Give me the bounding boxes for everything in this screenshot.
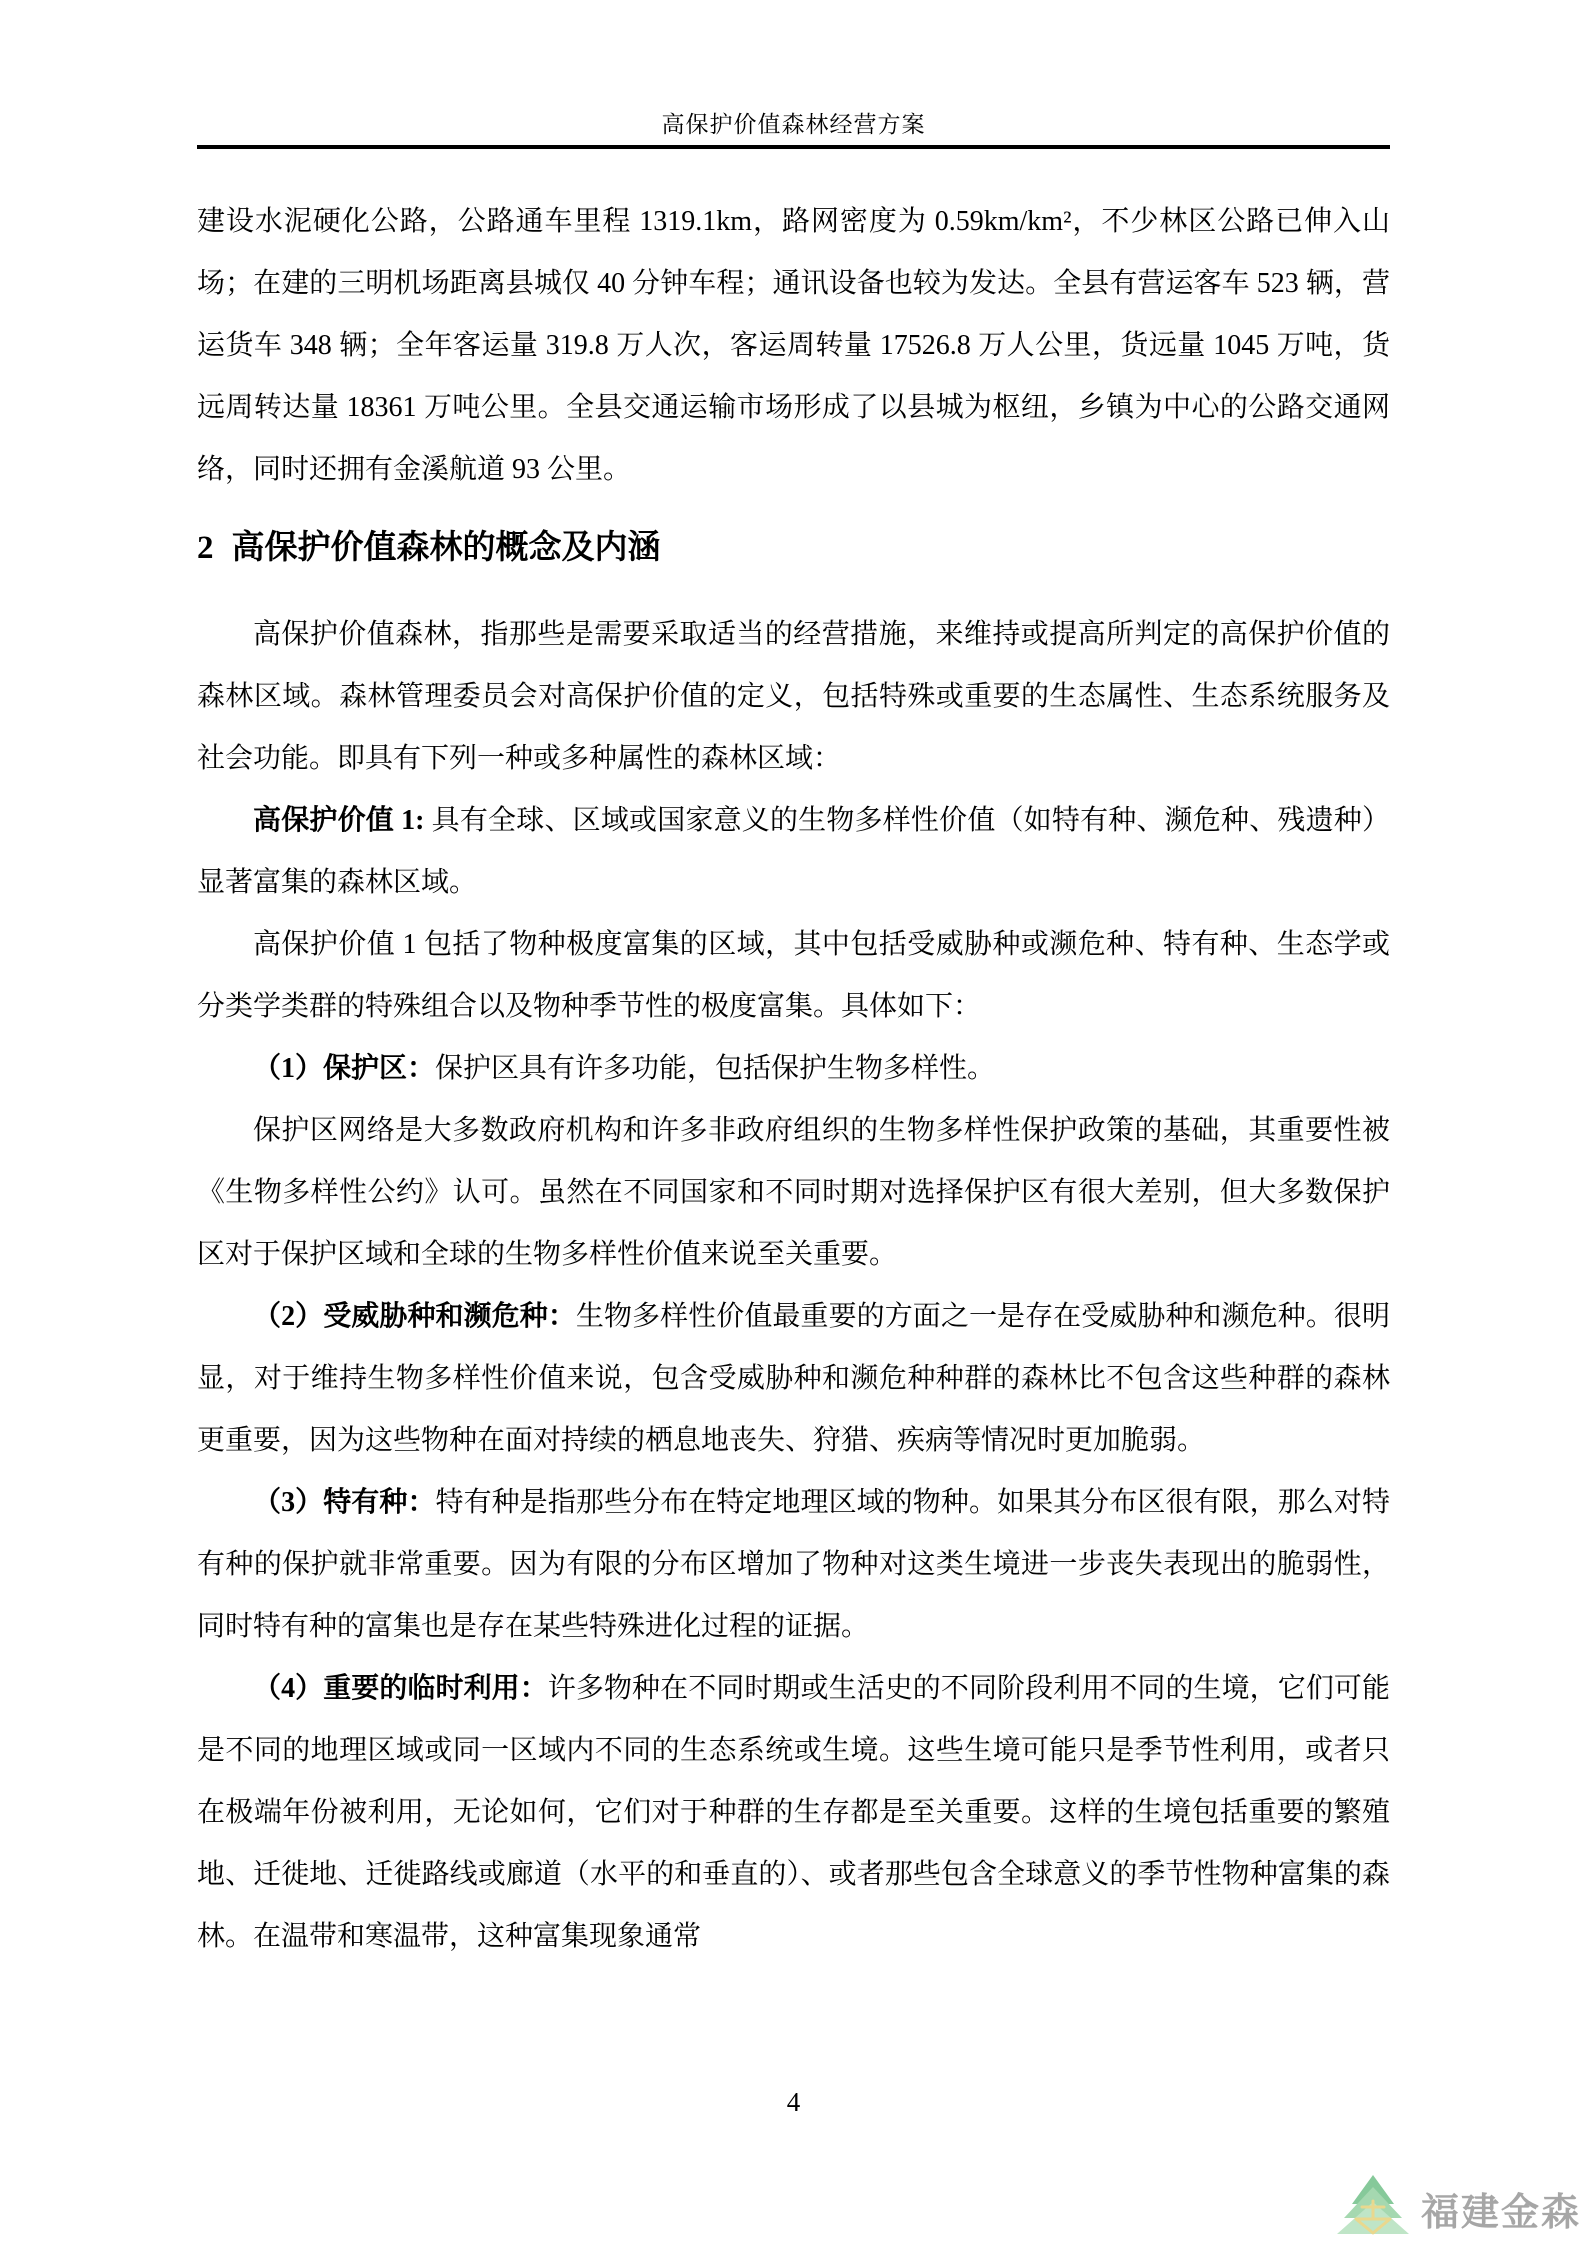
item4-label: （4）重要的临时利用： [253, 1673, 548, 1704]
paragraph-item3-endemic-species [197, 1472, 1390, 1658]
paragraph-hcvf-definition: 高保护价值森林，指那些是需要采取适当的经营措施，来维持或提高所判定的高保护价值的森林区域。森林管理委员会对高保护价值的定义，包括特殊或重要的生态属性、生态系统服务及社会功能。即具有下列一种或多种属性的森林区域： [197, 619, 1390, 774]
item2-text: 生物多样性价值最重要的方面之一是存在受威胁种和濒危种。很明显，对于维持生物多样性价值来说，包含受威胁种和濒危种种群的森林比不包含这些种群的森林更重要，因为这些物种在面对持续的栖息地丧失、狩猎、疾病等情况时更加脆弱。 [197, 1301, 1390, 1456]
hcv1-label: 高保护价值 1: [253, 805, 425, 836]
section-title: 高保护价值森林的概念及内涵 [231, 530, 661, 566]
section-heading [197, 526, 1390, 570]
item1-label: （1）保护区： [253, 1053, 436, 1084]
hcv1-text: 具有全球、区域或国家意义的生物多样性价值（如特有种、濒危种、残遗种）显著富集的森林区域。 [197, 805, 1390, 898]
running-head-title: 高保护价值森林经营方案 [661, 112, 926, 137]
paragraph-item2-threatened-species [197, 1286, 1390, 1472]
item4-text: 许多物种在不同时期或生活史的不同阶段利用不同的生境，它们可能是不同的地理区域或同一区域内不同的生态系统或生境。这些生境可能只是季节性利用，或者只在极端年份被利用，无论如何，它们对于种群的生存都是至关重要。这样的生境包括重要的繁殖地、迁徙地、迁徙路线或廊道（水平的和垂直的）、或者那些包含全球意义的季节性物种富集的森林。在温带和寒温带，这种富集现象通常 [197, 1673, 1390, 1952]
section-number: 2 [197, 530, 214, 566]
page-number: 4 [786, 2087, 801, 2117]
document-body [197, 191, 1390, 1968]
item3-text: 特有种是指那些分布在特定地理区域的物种。如果其分布区很有限，那么对特有种的保护就非常重要。因为有限的分布区增加了物种对这类生境进一步丧失表现出的脆弱性，同时特有种的富集也是存在某些特殊进化过程的证据。 [197, 1487, 1390, 1642]
item2-label: （2）受威胁种和濒危种： [253, 1301, 576, 1332]
paragraph-hcv1-definition [197, 790, 1390, 914]
paragraph-transport-overview: 建设水泥硬化公路，公路通车里程 1319.1km，路网密度为 0.59km/km²，不少林区公路已伸入山场；在建的三明机场距离县城仅 40 分钟车程；通讯设备也较为发达。全县有营运客车 523 辆，营运货车 348 辆；全年客运量 319.8 万人次，客运周转量 17526.8 万人公里，货远量 1045 万吨，货远周转达量 18361 万吨公里。全县交通运输市场形成了以县城为枢纽，乡镇为中心的公路交通网络，同时还拥有金溪航道 93 公里。 [197, 206, 1390, 485]
pine-tree-icon [1335, 2175, 1411, 2235]
paragraph-item4-temporal-use [197, 1658, 1390, 1968]
item3-label: （3）特有种： [253, 1487, 436, 1518]
paragraph-item1-protected-areas [197, 1038, 1390, 1100]
paragraph-hcv1-scope: 高保护价值 1 包括了物种极度富集的区域，其中包括受威胁种或濒危种、特有种、生态学或分类学类群的特殊组合以及物种季节性的极度富集。具体如下： [197, 929, 1390, 1022]
company-logo [1335, 2175, 1581, 2235]
paragraph-protected-area-network: 保护区网络是大多数政府机构和许多非政府组织的生物多样性保护政策的基础，其重要性被《生物多样性公约》认可。虽然在不同国家和不同时期对选择保护区有很大差别，但大多数保护区对于保护区域和全球的生物多样性价值来说至关重要。 [197, 1115, 1390, 1270]
item1-text: 保护区具有许多功能，包括保护生物多样性。 [435, 1053, 996, 1084]
page-header [197, 0, 1390, 138]
company-logo-text: 福建金森 [1420, 2192, 1581, 2234]
header-divider [197, 145, 1390, 149]
